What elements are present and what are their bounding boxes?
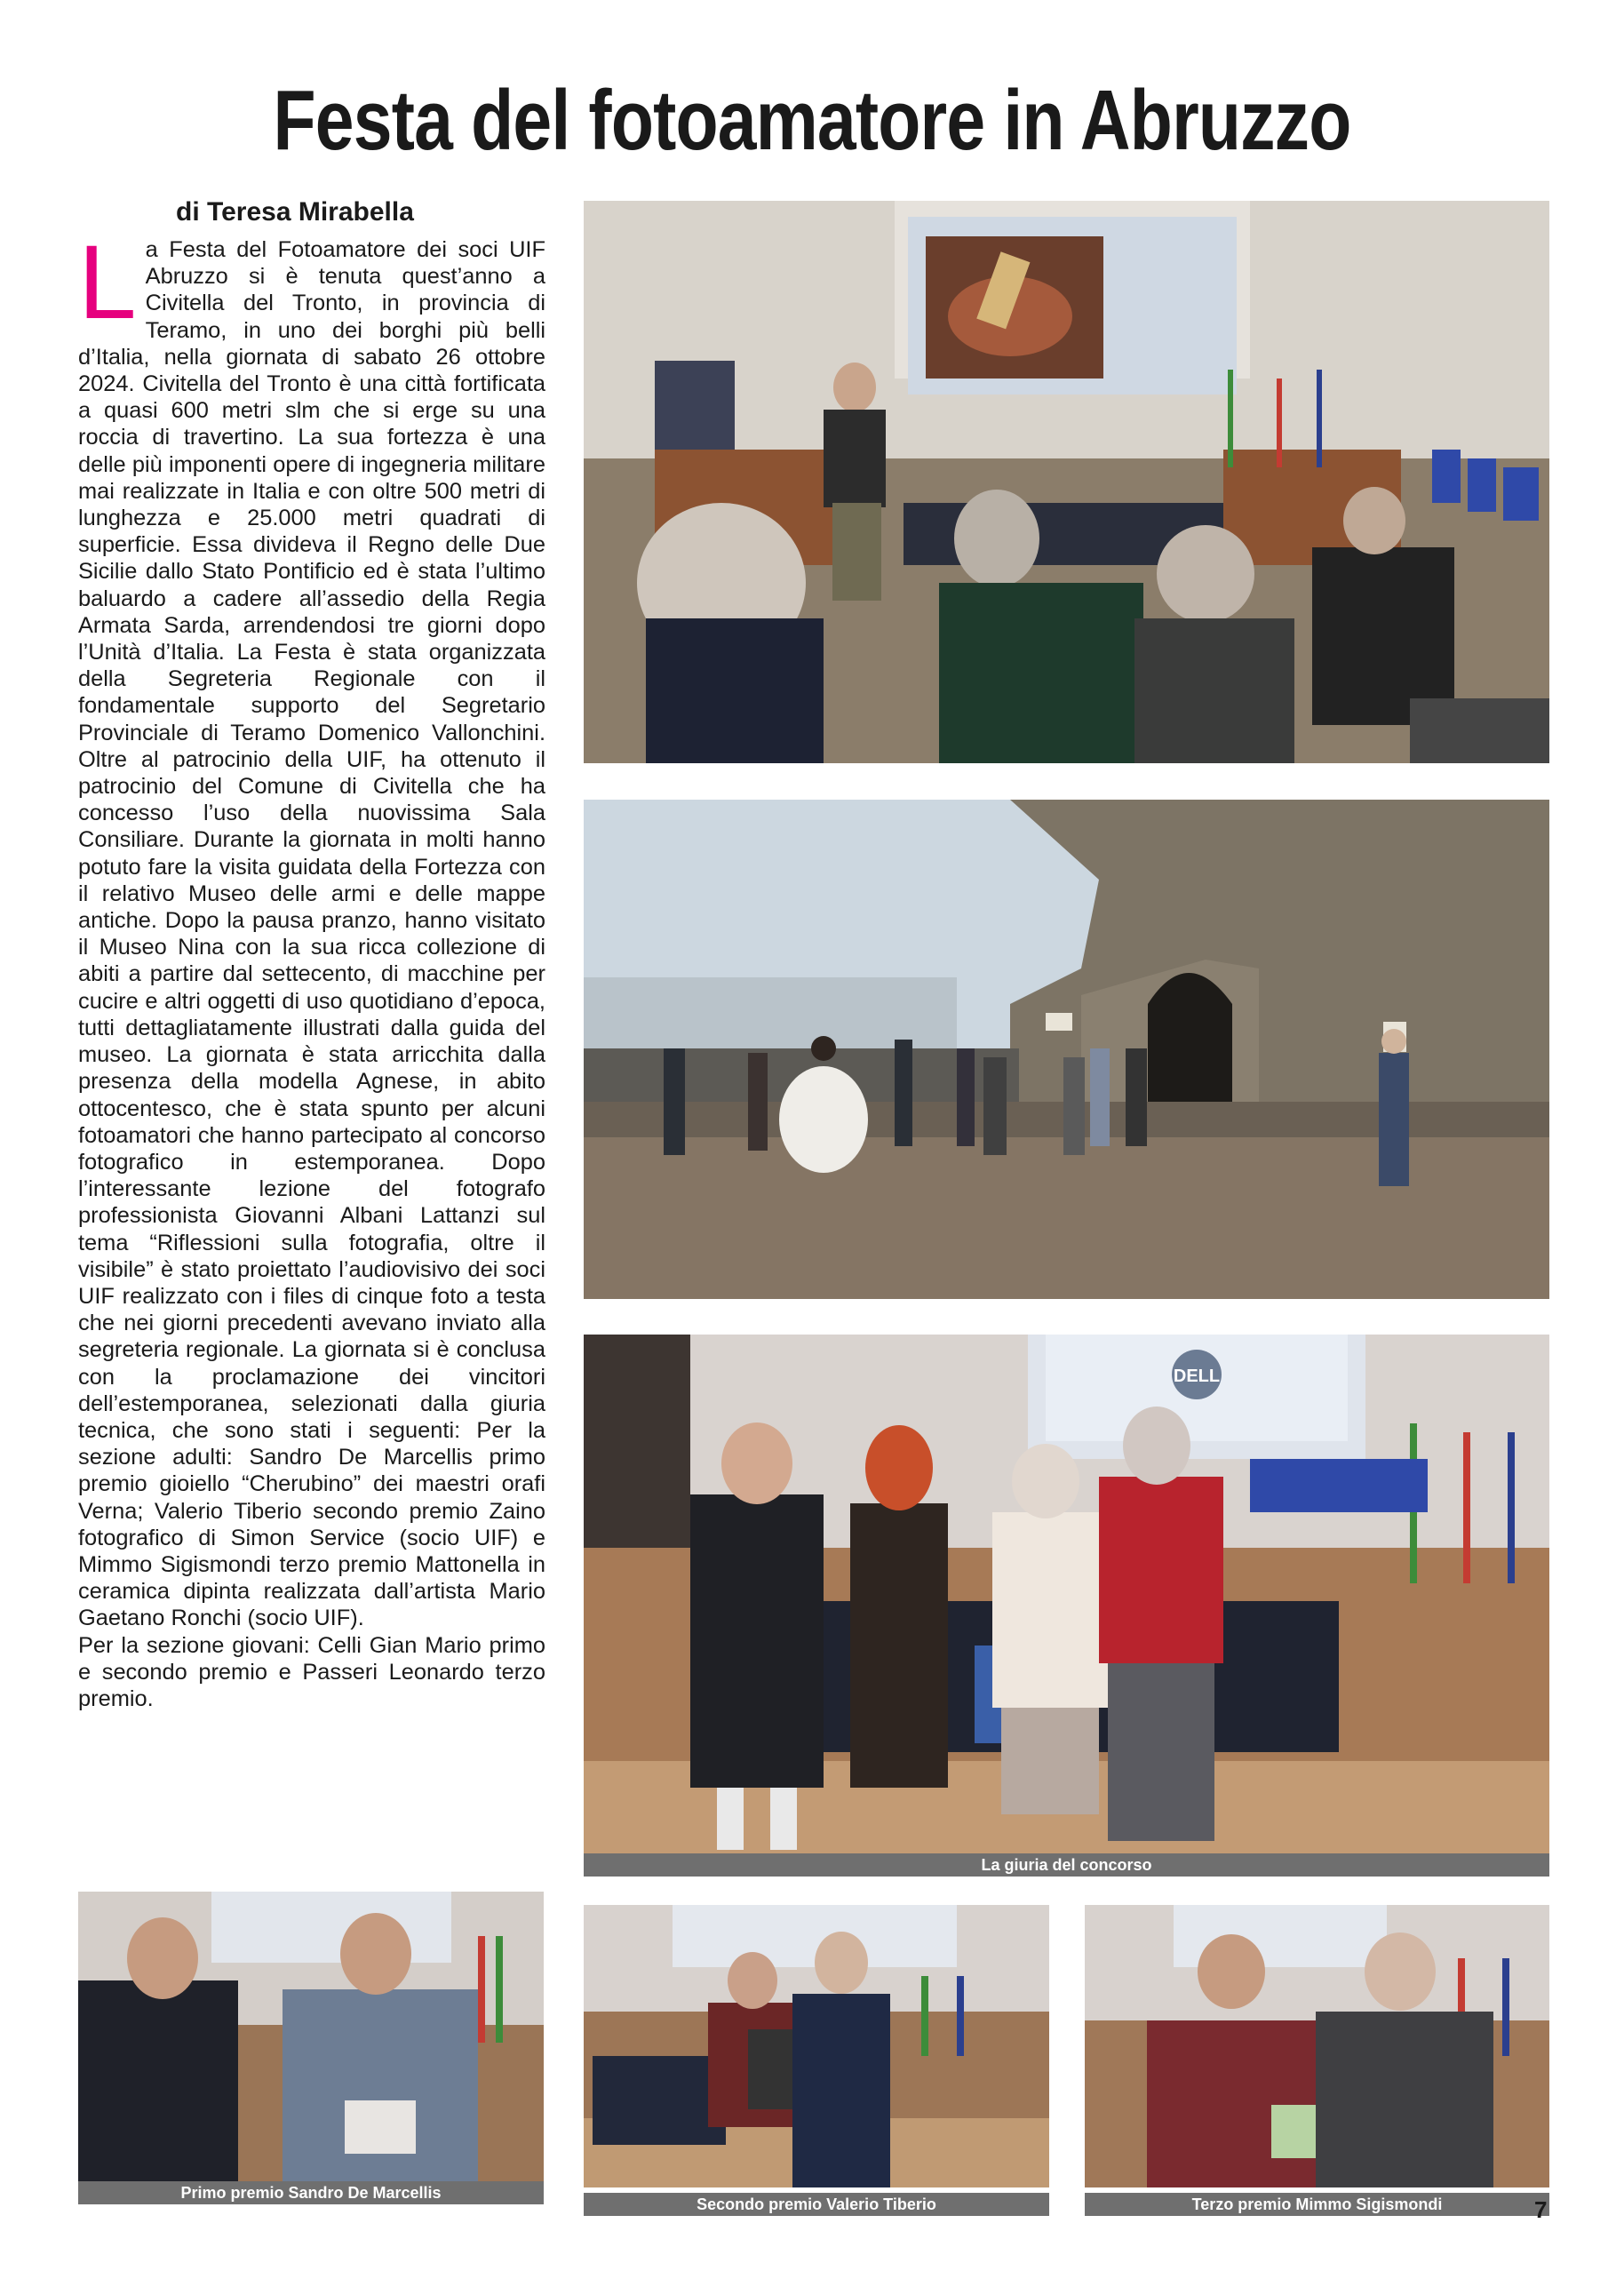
page-number: 7 — [1534, 2196, 1548, 2223]
photo-first-prize — [78, 1892, 544, 2181]
page-title: Festa del fotoamatore in Abruzzo — [273, 73, 1351, 168]
caption-third-prize: Terzo premio Mimmo Sigismondi — [1085, 2193, 1549, 2216]
article-byline: di Teresa Mirabella — [176, 197, 414, 227]
photo-third-prize — [1085, 1905, 1549, 2187]
caption-first-prize: Primo premio Sandro De Marcellis — [78, 2181, 544, 2204]
photo-conference-hall — [584, 201, 1549, 763]
article-paragraph-2: Per la sezione giovani: Celli Gian Mario primo e secondo premio e Passeri Leonardo terzo premio. — [78, 1632, 545, 1711]
drop-cap: L — [78, 224, 137, 341]
photo-second-prize — [584, 1905, 1049, 2187]
caption-jury: La giuria del concorso — [584, 1853, 1549, 1877]
projector-logo: DELL — [1173, 1367, 1221, 1386]
article-paragraph-1: a Festa del Fotoamatore dei soci UIF Abruzzo si è tenuta quest’anno a Civitella del Tronto, in provincia di Teramo, in uno dei borghi più belli d’Italia, nella giornata di sabato 26 ottobre 2024. Civitella del Tronto è una città fortificata a quasi 600 metri slm che si erge su una roccia di travertino. La sua fortezza è una delle più imponenti opere di ingegneria militare mai realizzate in Italia e con oltre 500 metri di lunghezza e 25.000 metri quadrati di superficie. Essa divideva il Regno delle Due Sicilie dallo Stato Pontificio ed è stata l’ultimo baluardo a cadere all’assedio della Regia Armata Sarda, arrendendosi tre giorni dopo l’Unità d’Italia. La Festa è stata organizzata della Segreteria Regionale con il fondamentale supporto del Segretario Provinciale di Teramo Domenico Vallonchini. Oltre al patrocinio della UIF, ha ottenuto il patrocinio del Comune di Civitella che ha concesso l’uso della nuovissima Sala Consiliare. Durante la giornata in molti hanno potuto fare la visita guidata della Fortezza con il relativo Museo delle armi e delle mappe antiche. Dopo la pausa pranzo, hanno visitato il Museo Nina con la sua ricca collezione di abiti a partire dal settecento, di macchine per cucire e altri oggetti di uso quotidiano d’epoca, tutti dettagliatamente illustrati dalla guida del museo. La giornata è stata arricchita dalla presenza della modella Agnese, in abito ottocentesco, che è stata spunto per alcuni fotoamatori che hanno partecipato al concorso fotografico in estemporanea. Dopo l’interessante lezione del fotografo professionista Giovanni Albani Lattanzi sul tema “Riflessioni sulla fotografia, oltre il visibile” è stato proiettato l’audiovisivo dei soci UIF realizzato con i files di cinque foto a testa che nei giorni precedenti avevano inviato alla segreteria regionale. La giornata si è conclusa con la proclamazione dei vincitori dell’estemporanea, selezionati dalla giuria tecnica, che sono stati i seguenti: Per la sezione adulti: Sandro De Marcellis primo premio gioiello “Cherubino” dei maestri orafi Verna; Valerio Tiberio secondo premio Zaino fotografico di Simon Service (socio UIF) e Mimmo Sigismondi terzo premio Mattonella in ceramica dipinta realizzata dall’artista Mario Gaetano Ronchi (socio UIF). — [78, 237, 545, 1631]
photo-fortress-courtyard — [584, 800, 1549, 1299]
photo-jury — [584, 1335, 1549, 1866]
caption-second-prize: Secondo premio Valerio Tiberio — [584, 2193, 1049, 2216]
article-body — [78, 224, 545, 1712]
